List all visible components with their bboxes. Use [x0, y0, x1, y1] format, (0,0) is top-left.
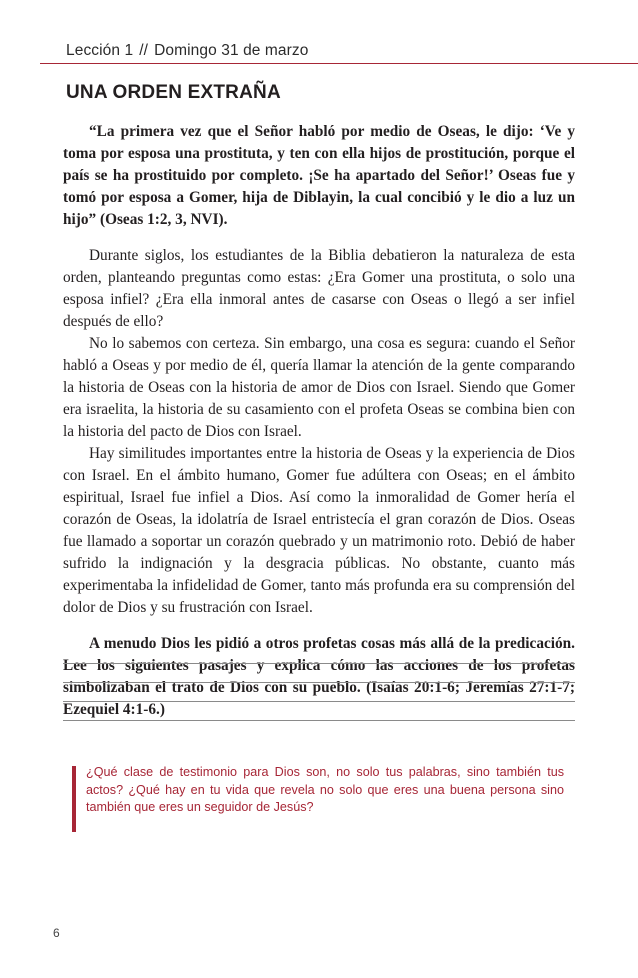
lesson-date: Domingo 31 de marzo: [154, 42, 309, 59]
header-separator: //: [139, 42, 149, 59]
callout-bar: [72, 766, 76, 832]
body-paragraph: Hay similitudes importantes entre la historia de Oseas y la experiencia de Dios con Israel. En el ámbito humano, Gomer fue adúltera con Oseas; en el ámbito espiritual, Israel fue infiel a Dios. Así como la inmoralidad de Gomer hería el corazón de Oseas, la idolatría de Israel entristecía el gran corazón de Dios. Oseas fue llamado a soportar un corazón quebrado y un matrimonio roto. Debió de haber sufrido la indignación y la desgracia públicas. No obstante, cuanto más experimentaba la infidelidad de Gomer, tanto más profunda era su comprensión del dolor de Dios y su frustración con Israel.: [63, 445, 575, 616]
answer-line[interactable]: [63, 720, 575, 721]
page-number: 6: [53, 926, 60, 940]
lesson-body: [63, 121, 575, 721]
body-paragraph: No lo sabemos con certeza. Sin embargo, una cosa es segura: cuando el Señor habló a Oseas y por medio de él, quería llamar la atención de la gente comparando la historia de Oseas con la historia de amor de Dios con Israel. Siendo que Gomer era israelita, la historia de su casamiento con el profeta Oseas se combina bien con la historia del pacto de Dios con Israel.: [63, 335, 575, 440]
scripture-quote: “La primera vez que el Señor habló por medio de Oseas, le dijo: ‘Ve y toma por esposa una prostituta, y ten con ella hijos de prostitución, porque el país se ha prostituido por completo. ¡Se ha apartado del Señor!’ Oseas fue y tomó por esposa a Gomer, hija de Diblayin, la cual concibió y le dio a luz un hijo” (Oseas 1:2, 3, NVI).: [63, 123, 575, 228]
answer-line[interactable]: [63, 701, 575, 702]
page-title: UNA ORDEN EXTRAÑA: [66, 82, 281, 103]
callout-text: ¿Qué clase de testimonio para Dios son, no solo tus palabras, sino también tus actos? ¿Qué hay en tu vida que revela no solo que eres una buena persona sino también que eres un seguidor de Jesús?: [86, 765, 564, 814]
running-header: [66, 42, 309, 60]
answer-lines: [63, 663, 575, 739]
answer-line[interactable]: [63, 682, 575, 683]
header-rule: [40, 63, 638, 64]
lesson-label: Lección 1: [66, 42, 134, 59]
study-question: A menudo Dios les pidió a otros profetas cosas más allá de la predicación. Lee los siguientes pasajes y explica cómo las acciones de los profetas simbolizaban el trato de Dios con su pueblo. (Isaías 20:1-6; Jeremías 27:1-7; Ezequiel 4:1-6.): [63, 635, 575, 718]
answer-line[interactable]: [63, 663, 575, 664]
body-paragraph: Durante siglos, los estudiantes de la Biblia debatieron la naturaleza de esta orden, planteando preguntas como estas: ¿Era Gomer una prostituta, o solo una esposa infiel? ¿Era ella inmoral antes de casarse con Oseas o llegó a ser infiel después de ello?: [63, 247, 575, 330]
reflection-callout: [72, 766, 572, 832]
